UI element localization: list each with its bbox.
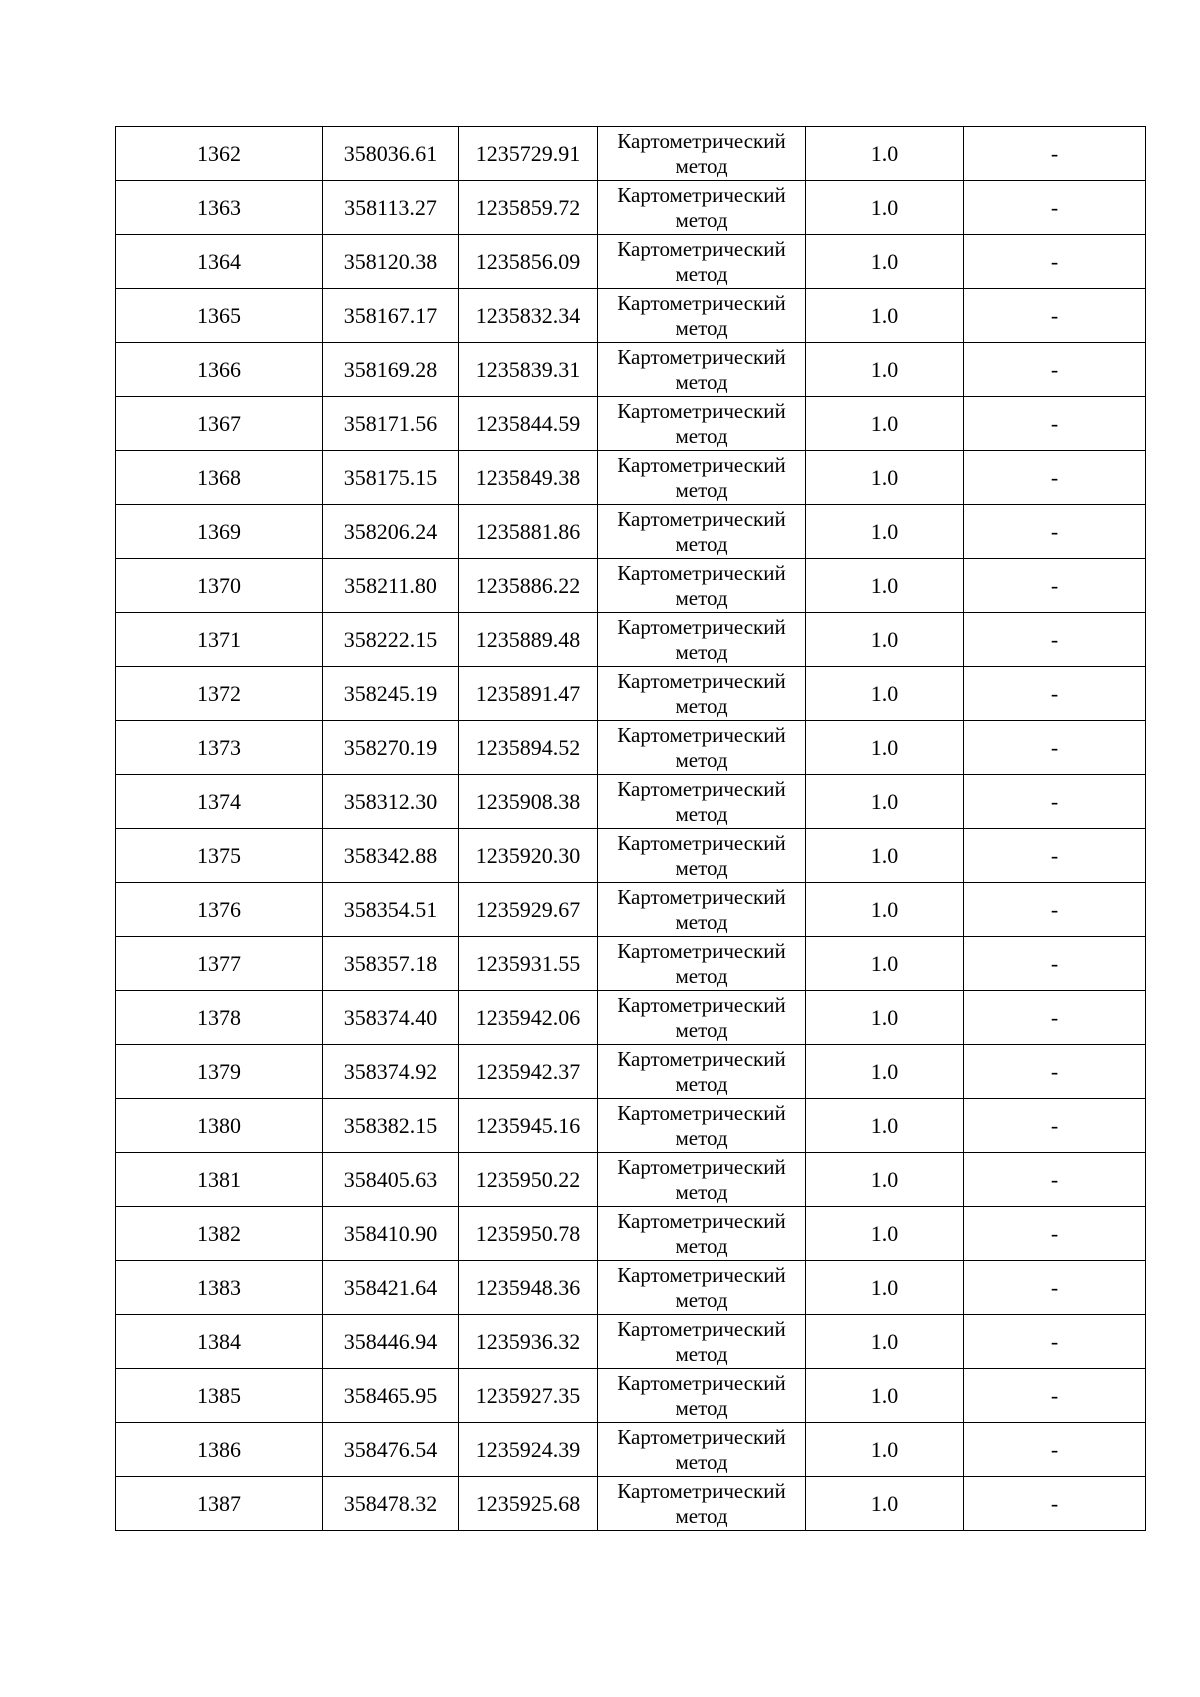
x-coordinate-cell: 358446.94 xyxy=(323,1315,459,1369)
x-coordinate-cell: 358354.51 xyxy=(323,883,459,937)
table-row xyxy=(116,991,1146,1045)
method-line-1: Картометрический xyxy=(617,1046,786,1071)
point-number-cell: 1363 xyxy=(116,181,323,235)
x-coordinate-cell: 358465.95 xyxy=(323,1369,459,1423)
table-row xyxy=(116,1315,1146,1369)
method-line-2: метод xyxy=(675,1125,728,1150)
note-cell: - xyxy=(964,667,1146,721)
accuracy-cell: 1.0 xyxy=(806,775,964,829)
y-coordinate-cell: 1235942.06 xyxy=(459,991,598,1045)
table-row xyxy=(116,829,1146,883)
method-line-2: метод xyxy=(675,531,728,556)
accuracy-cell: 1.0 xyxy=(806,235,964,289)
point-number-cell: 1382 xyxy=(116,1207,323,1261)
point-number-cell: 1362 xyxy=(116,127,323,181)
y-coordinate-cell: 1235948.36 xyxy=(459,1261,598,1315)
method-cell xyxy=(598,937,806,991)
point-number-cell: 1377 xyxy=(116,937,323,991)
note-cell: - xyxy=(964,1099,1146,1153)
accuracy-cell: 1.0 xyxy=(806,667,964,721)
method-cell xyxy=(598,451,806,505)
method-line-1: Картометрический xyxy=(617,344,786,369)
method-cell xyxy=(598,1099,806,1153)
method-line-2: метод xyxy=(675,207,728,232)
accuracy-cell: 1.0 xyxy=(806,397,964,451)
table-row xyxy=(116,235,1146,289)
table-row xyxy=(116,181,1146,235)
x-coordinate-cell: 358206.24 xyxy=(323,505,459,559)
y-coordinate-cell: 1235889.48 xyxy=(459,613,598,667)
method-cell xyxy=(598,721,806,775)
method-line-1: Картометрический xyxy=(617,1424,786,1449)
accuracy-cell: 1.0 xyxy=(806,1423,964,1477)
table-row xyxy=(116,559,1146,613)
y-coordinate-cell: 1235886.22 xyxy=(459,559,598,613)
method-cell xyxy=(598,289,806,343)
method-cell xyxy=(598,235,806,289)
note-cell: - xyxy=(964,1423,1146,1477)
x-coordinate-cell: 358382.15 xyxy=(323,1099,459,1153)
point-number-cell: 1371 xyxy=(116,613,323,667)
accuracy-cell: 1.0 xyxy=(806,343,964,397)
accuracy-cell: 1.0 xyxy=(806,613,964,667)
accuracy-cell: 1.0 xyxy=(806,1207,964,1261)
note-cell: - xyxy=(964,829,1146,883)
point-number-cell: 1384 xyxy=(116,1315,323,1369)
y-coordinate-cell: 1235891.47 xyxy=(459,667,598,721)
method-cell xyxy=(598,991,806,1045)
note-cell: - xyxy=(964,1045,1146,1099)
method-line-1: Картометрический xyxy=(617,884,786,909)
table-row xyxy=(116,1477,1146,1531)
point-number-cell: 1383 xyxy=(116,1261,323,1315)
x-coordinate-cell: 358374.40 xyxy=(323,991,459,1045)
table-row xyxy=(116,1369,1146,1423)
method-cell xyxy=(598,1423,806,1477)
method-cell xyxy=(598,127,806,181)
method-line-2: метод xyxy=(675,1179,728,1204)
table-row xyxy=(116,721,1146,775)
x-coordinate-cell: 358342.88 xyxy=(323,829,459,883)
accuracy-cell: 1.0 xyxy=(806,991,964,1045)
method-line-1: Картометрический xyxy=(617,506,786,531)
y-coordinate-cell: 1235856.09 xyxy=(459,235,598,289)
accuracy-cell: 1.0 xyxy=(806,1477,964,1531)
point-number-cell: 1378 xyxy=(116,991,323,1045)
accuracy-cell: 1.0 xyxy=(806,1315,964,1369)
point-number-cell: 1380 xyxy=(116,1099,323,1153)
method-line-2: метод xyxy=(675,423,728,448)
table-row xyxy=(116,1153,1146,1207)
note-cell: - xyxy=(964,559,1146,613)
accuracy-cell: 1.0 xyxy=(806,1099,964,1153)
table-row xyxy=(116,1045,1146,1099)
method-line-1: Картометрический xyxy=(617,938,786,963)
table-row xyxy=(116,289,1146,343)
method-cell xyxy=(598,1153,806,1207)
point-number-cell: 1386 xyxy=(116,1423,323,1477)
method-line-2: метод xyxy=(675,1233,728,1258)
y-coordinate-cell: 1235881.86 xyxy=(459,505,598,559)
point-number-cell: 1366 xyxy=(116,343,323,397)
x-coordinate-cell: 358167.17 xyxy=(323,289,459,343)
point-number-cell: 1374 xyxy=(116,775,323,829)
note-cell: - xyxy=(964,1153,1146,1207)
point-number-cell: 1375 xyxy=(116,829,323,883)
method-line-1: Картометрический xyxy=(617,1208,786,1233)
method-cell xyxy=(598,1045,806,1099)
method-line-2: метод xyxy=(675,153,728,178)
table-row xyxy=(116,937,1146,991)
coordinates-table xyxy=(115,126,1146,1531)
method-line-1: Картометрический xyxy=(617,452,786,477)
y-coordinate-cell: 1235894.52 xyxy=(459,721,598,775)
y-coordinate-cell: 1235942.37 xyxy=(459,1045,598,1099)
point-number-cell: 1367 xyxy=(116,397,323,451)
accuracy-cell: 1.0 xyxy=(806,505,964,559)
accuracy-cell: 1.0 xyxy=(806,1045,964,1099)
method-line-1: Картометрический xyxy=(617,1316,786,1341)
method-line-1: Картометрический xyxy=(617,236,786,261)
point-number-cell: 1381 xyxy=(116,1153,323,1207)
accuracy-cell: 1.0 xyxy=(806,883,964,937)
method-line-2: метод xyxy=(675,1017,728,1042)
point-number-cell: 1369 xyxy=(116,505,323,559)
accuracy-cell: 1.0 xyxy=(806,1261,964,1315)
table-row xyxy=(116,1099,1146,1153)
point-number-cell: 1372 xyxy=(116,667,323,721)
x-coordinate-cell: 358270.19 xyxy=(323,721,459,775)
method-line-1: Картометрический xyxy=(617,560,786,585)
method-line-2: метод xyxy=(675,1449,728,1474)
x-coordinate-cell: 358171.56 xyxy=(323,397,459,451)
method-line-1: Картометрический xyxy=(617,128,786,153)
note-cell: - xyxy=(964,505,1146,559)
note-cell: - xyxy=(964,1369,1146,1423)
method-line-2: метод xyxy=(675,1287,728,1312)
method-line-2: метод xyxy=(675,261,728,286)
note-cell: - xyxy=(964,1315,1146,1369)
table-row xyxy=(116,343,1146,397)
point-number-cell: 1370 xyxy=(116,559,323,613)
note-cell: - xyxy=(964,127,1146,181)
y-coordinate-cell: 1235920.30 xyxy=(459,829,598,883)
accuracy-cell: 1.0 xyxy=(806,1369,964,1423)
x-coordinate-cell: 358245.19 xyxy=(323,667,459,721)
method-line-2: метод xyxy=(675,1395,728,1420)
point-number-cell: 1368 xyxy=(116,451,323,505)
y-coordinate-cell: 1235839.31 xyxy=(459,343,598,397)
x-coordinate-cell: 358478.32 xyxy=(323,1477,459,1531)
y-coordinate-cell: 1235729.91 xyxy=(459,127,598,181)
method-cell xyxy=(598,829,806,883)
method-line-1: Картометрический xyxy=(617,398,786,423)
method-line-2: метод xyxy=(675,585,728,610)
y-coordinate-cell: 1235945.16 xyxy=(459,1099,598,1153)
x-coordinate-cell: 358357.18 xyxy=(323,937,459,991)
note-cell: - xyxy=(964,883,1146,937)
note-cell: - xyxy=(964,181,1146,235)
accuracy-cell: 1.0 xyxy=(806,559,964,613)
table-row xyxy=(116,775,1146,829)
note-cell: - xyxy=(964,1207,1146,1261)
method-line-2: метод xyxy=(675,963,728,988)
note-cell: - xyxy=(964,397,1146,451)
table-row xyxy=(116,613,1146,667)
table-row xyxy=(116,883,1146,937)
x-coordinate-cell: 358036.61 xyxy=(323,127,459,181)
note-cell: - xyxy=(964,721,1146,775)
method-cell xyxy=(598,667,806,721)
method-cell xyxy=(598,1369,806,1423)
method-line-1: Картометрический xyxy=(617,1478,786,1503)
point-number-cell: 1376 xyxy=(116,883,323,937)
accuracy-cell: 1.0 xyxy=(806,829,964,883)
method-line-1: Картометрический xyxy=(617,614,786,639)
method-cell xyxy=(598,775,806,829)
x-coordinate-cell: 358476.54 xyxy=(323,1423,459,1477)
table-row xyxy=(116,1261,1146,1315)
y-coordinate-cell: 1235931.55 xyxy=(459,937,598,991)
method-cell xyxy=(598,559,806,613)
point-number-cell: 1379 xyxy=(116,1045,323,1099)
method-line-2: метод xyxy=(675,855,728,880)
method-line-2: метод xyxy=(675,801,728,826)
method-line-2: метод xyxy=(675,477,728,502)
point-number-cell: 1365 xyxy=(116,289,323,343)
y-coordinate-cell: 1235927.35 xyxy=(459,1369,598,1423)
x-coordinate-cell: 358405.63 xyxy=(323,1153,459,1207)
x-coordinate-cell: 358374.92 xyxy=(323,1045,459,1099)
table-row xyxy=(116,127,1146,181)
x-coordinate-cell: 358175.15 xyxy=(323,451,459,505)
x-coordinate-cell: 358169.28 xyxy=(323,343,459,397)
x-coordinate-cell: 358410.90 xyxy=(323,1207,459,1261)
y-coordinate-cell: 1235844.59 xyxy=(459,397,598,451)
y-coordinate-cell: 1235929.67 xyxy=(459,883,598,937)
note-cell: - xyxy=(964,235,1146,289)
point-number-cell: 1385 xyxy=(116,1369,323,1423)
method-line-1: Картометрический xyxy=(617,290,786,315)
method-line-1: Картометрический xyxy=(617,1262,786,1287)
table-row xyxy=(116,451,1146,505)
y-coordinate-cell: 1235859.72 xyxy=(459,181,598,235)
y-coordinate-cell: 1235924.39 xyxy=(459,1423,598,1477)
method-line-2: метод xyxy=(675,315,728,340)
method-cell xyxy=(598,1477,806,1531)
method-line-1: Картометрический xyxy=(617,1154,786,1179)
method-line-1: Картометрический xyxy=(617,722,786,747)
note-cell: - xyxy=(964,1477,1146,1531)
method-line-2: метод xyxy=(675,747,728,772)
x-coordinate-cell: 358312.30 xyxy=(323,775,459,829)
accuracy-cell: 1.0 xyxy=(806,1153,964,1207)
method-cell xyxy=(598,343,806,397)
method-line-1: Картометрический xyxy=(617,1370,786,1395)
y-coordinate-cell: 1235950.78 xyxy=(459,1207,598,1261)
point-number-cell: 1373 xyxy=(116,721,323,775)
method-line-1: Картометрический xyxy=(617,1100,786,1125)
method-line-1: Картометрический xyxy=(617,182,786,207)
method-line-2: метод xyxy=(675,639,728,664)
y-coordinate-cell: 1235832.34 xyxy=(459,289,598,343)
coordinates-table-body xyxy=(116,127,1146,1531)
point-number-cell: 1387 xyxy=(116,1477,323,1531)
y-coordinate-cell: 1235925.68 xyxy=(459,1477,598,1531)
accuracy-cell: 1.0 xyxy=(806,181,964,235)
method-line-1: Картометрический xyxy=(617,776,786,801)
method-line-2: метод xyxy=(675,1341,728,1366)
x-coordinate-cell: 358211.80 xyxy=(323,559,459,613)
note-cell: - xyxy=(964,937,1146,991)
method-cell xyxy=(598,397,806,451)
x-coordinate-cell: 358113.27 xyxy=(323,181,459,235)
x-coordinate-cell: 358421.64 xyxy=(323,1261,459,1315)
accuracy-cell: 1.0 xyxy=(806,289,964,343)
note-cell: - xyxy=(964,775,1146,829)
x-coordinate-cell: 358120.38 xyxy=(323,235,459,289)
method-cell xyxy=(598,883,806,937)
method-line-2: метод xyxy=(675,1071,728,1096)
x-coordinate-cell: 358222.15 xyxy=(323,613,459,667)
point-number-cell: 1364 xyxy=(116,235,323,289)
method-line-2: метод xyxy=(675,693,728,718)
method-line-1: Картометрический xyxy=(617,668,786,693)
method-cell xyxy=(598,505,806,559)
method-line-2: метод xyxy=(675,909,728,934)
note-cell: - xyxy=(964,991,1146,1045)
method-line-1: Картометрический xyxy=(617,830,786,855)
method-cell xyxy=(598,1261,806,1315)
method-line-2: метод xyxy=(675,369,728,394)
y-coordinate-cell: 1235849.38 xyxy=(459,451,598,505)
y-coordinate-cell: 1235908.38 xyxy=(459,775,598,829)
accuracy-cell: 1.0 xyxy=(806,127,964,181)
note-cell: - xyxy=(964,1261,1146,1315)
method-cell xyxy=(598,613,806,667)
y-coordinate-cell: 1235950.22 xyxy=(459,1153,598,1207)
method-cell xyxy=(598,181,806,235)
method-cell xyxy=(598,1315,806,1369)
accuracy-cell: 1.0 xyxy=(806,721,964,775)
accuracy-cell: 1.0 xyxy=(806,451,964,505)
accuracy-cell: 1.0 xyxy=(806,937,964,991)
table-row xyxy=(116,1423,1146,1477)
method-cell xyxy=(598,1207,806,1261)
note-cell: - xyxy=(964,343,1146,397)
method-line-2: метод xyxy=(675,1503,728,1528)
table-row xyxy=(116,505,1146,559)
note-cell: - xyxy=(964,451,1146,505)
table-row xyxy=(116,667,1146,721)
method-line-1: Картометрический xyxy=(617,992,786,1017)
table-row xyxy=(116,1207,1146,1261)
table-row xyxy=(116,397,1146,451)
note-cell: - xyxy=(964,613,1146,667)
y-coordinate-cell: 1235936.32 xyxy=(459,1315,598,1369)
note-cell: - xyxy=(964,289,1146,343)
